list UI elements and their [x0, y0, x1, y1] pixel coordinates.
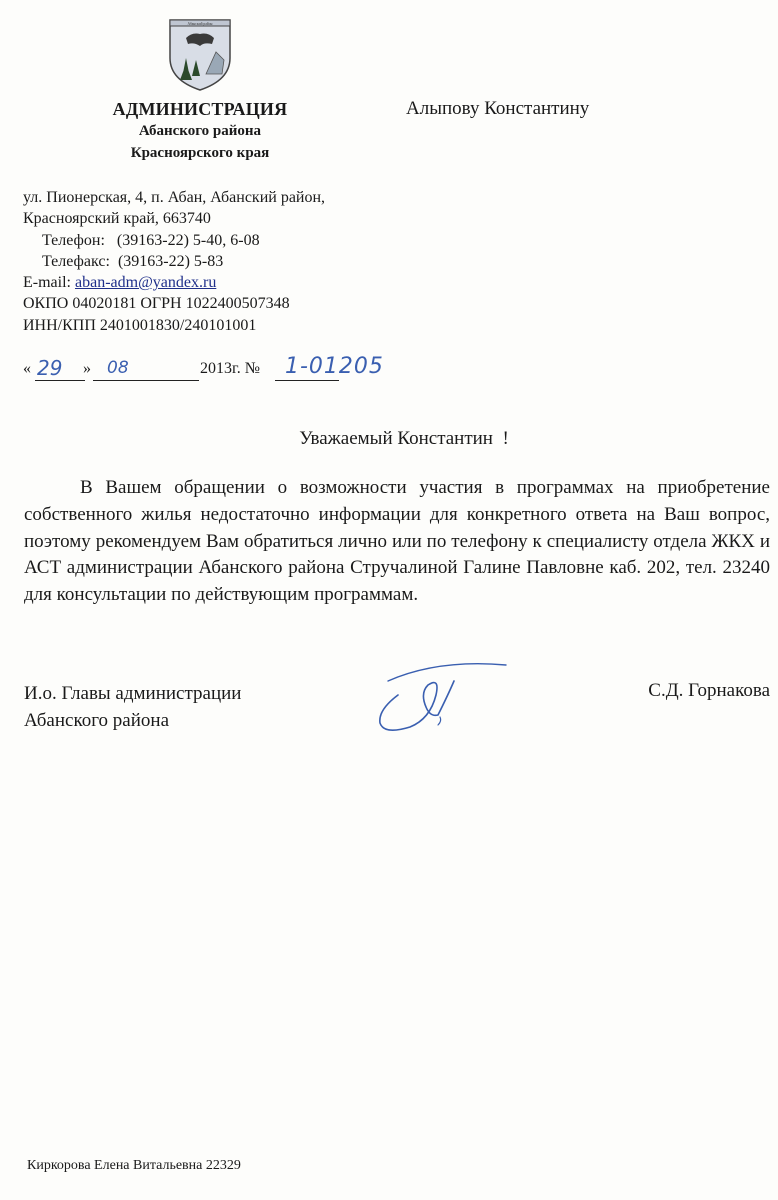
signer-name: С.Д. Горнакова — [648, 680, 770, 701]
date-close-quote: » — [83, 360, 91, 377]
greeting-text: Уважаемый Константин ! — [299, 428, 509, 449]
email-label: E-mail: — [23, 274, 71, 292]
month-underline — [93, 380, 199, 381]
inn-kpp-line: ИНН/КПП 2401001830/240101001 — [23, 316, 257, 334]
address-line-1: ул. Пионерская, 4, п. Абан, Абанский район, — [23, 189, 326, 206]
date-day: 29 — [37, 356, 63, 380]
email-link[interactable]: aban-adm@yandex.ru — [74, 274, 217, 292]
phone-line: Телефон: (39163-22) 5-40, 6-08 — [42, 231, 260, 249]
letter-number: 1-01205 — [285, 354, 384, 379]
organization-header — [80, 98, 320, 164]
position-line-2: Абанского района — [24, 710, 169, 731]
executor-info: Киркорова Елена Витальевна 22329 — [27, 1158, 241, 1173]
position-line-1: И.о. Главы администрации — [24, 683, 242, 704]
day-underline — [35, 380, 85, 381]
greeting — [0, 428, 778, 450]
signer-position — [24, 680, 241, 734]
contact-block — [23, 187, 325, 336]
date-number-line — [23, 356, 443, 386]
date-open-quote: « — [23, 360, 31, 377]
okpo-ogrn-line: ОКПО 04020181 ОГРН 1022400507348 — [23, 295, 290, 313]
handwritten-signature — [368, 655, 513, 740]
org-region: Красноярского края — [130, 145, 270, 161]
org-title: АДМИНИСТРАЦИЯ — [112, 99, 288, 119]
address-line-2: Красноярский край, 663740 — [23, 210, 211, 228]
recipient-name: Алыпову Константину — [406, 98, 590, 119]
date-month: 08 — [107, 358, 129, 378]
fax-line: Телефакс: (39163-22) 5-83 — [42, 252, 224, 270]
emblem-caption: Абанский район — [187, 22, 213, 26]
coat-of-arms-icon — [166, 14, 234, 92]
letter-body: В Вашем обращении о возможности участия в программах на приобретение собственного жилья недостаточно информации для конкретного ответа на Ваш вопрос, поэтому рекомендуем Вам обратиться лично или по телефону к специалисту отдела ЖКХ и АСТ администрации Абанского района Стручалиной Галине Павловне каб. 202, тел. 23240 для консультации по действующим программам. — [24, 477, 770, 606]
number-underline — [275, 380, 339, 381]
org-district: Абанского района — [138, 123, 262, 139]
email-line — [23, 272, 325, 293]
date-year-number-label: 2013г. № — [200, 360, 261, 377]
